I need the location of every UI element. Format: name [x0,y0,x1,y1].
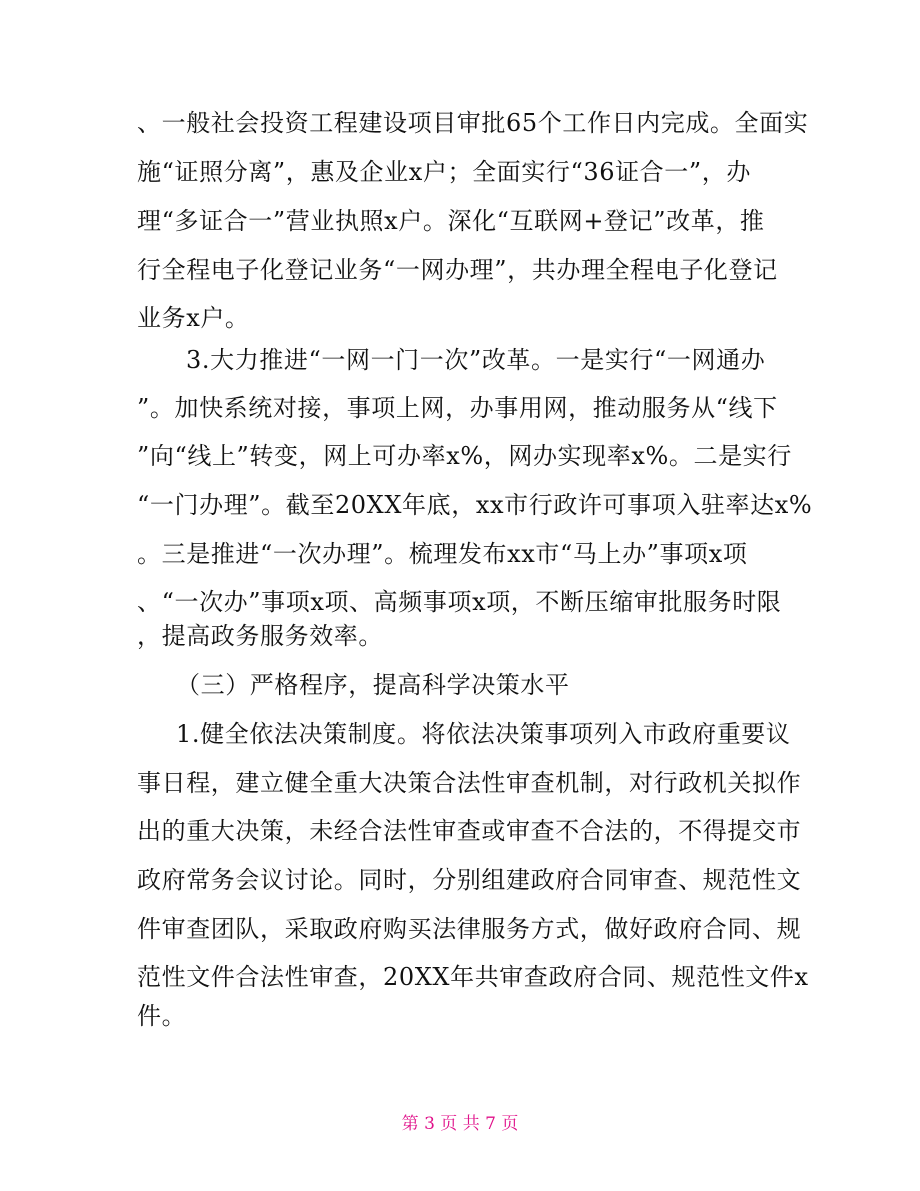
page-number-footer: 第 3 页 共 7 页 [401,1114,519,1134]
section-heading: （三）严格程序，提高科学决策水平 [176,671,570,699]
text-line-1: 、一般社会投资工程建设项目审批65个工作日内完成。全面实 [137,109,809,137]
text-line-5: 业务x户。 [137,304,250,332]
text-line-18: 件审查团队，采取政府购买法律服务方式，做好政府合同、规 [137,915,802,943]
text-line-3: 理“多证合一”营业执照x户。深化“互联网+登记”改革，推 [137,207,765,235]
text-line-15: 事日程，建立健全重大决策合法性审查机制，对行政机关拟作 [137,769,802,797]
text-line-16: 出的重大决策，未经合法性审查或审查不合法的，不得提交市 [137,817,802,845]
text-line-20: 件。 [137,1002,187,1030]
text-line-10: 。三是推进“一次办理”。梳理发布xx市“马上办”事项x项 [137,540,748,568]
text-line-14: 1.健全依法决策制度。将依法决策事项列入市政府重要议 [176,720,791,748]
text-line-2: 施“证照分离”，惠及企业x户；全面实行“36证合一”，办 [137,158,751,186]
text-line-19: 范性文件合法性审查，20XX年共审查政府合同、规范性文件x [137,963,809,991]
text-line-4: 行全程电子化登记业务“一网办理”，共办理全程电子化登记 [137,256,778,284]
text-line-8: ”向“线上”转变，网上可办率x%，网办实现率x%。二是实行 [137,442,792,470]
text-line-7: ”。加快系统对接，事项上网，办事用网，推动服务从“线下 [137,394,778,422]
text-line-6: 3.大力推进“一网一门一次”改革。一是实行“一网通办 [186,346,766,374]
text-line-17: 政府常务会议讨论。同时，分别组建政府合同审查、规范性文 [137,866,802,894]
text-line-12: ，提高政务服务效率。 [137,622,383,650]
text-line-9: “一门办理”。截至20XX年底，xx市行政许可事项入驻率达x% [137,491,813,519]
text-line-11: 、“一次办”事项x项、高频事项x项，不断压缩审批服务时限 [137,588,782,616]
